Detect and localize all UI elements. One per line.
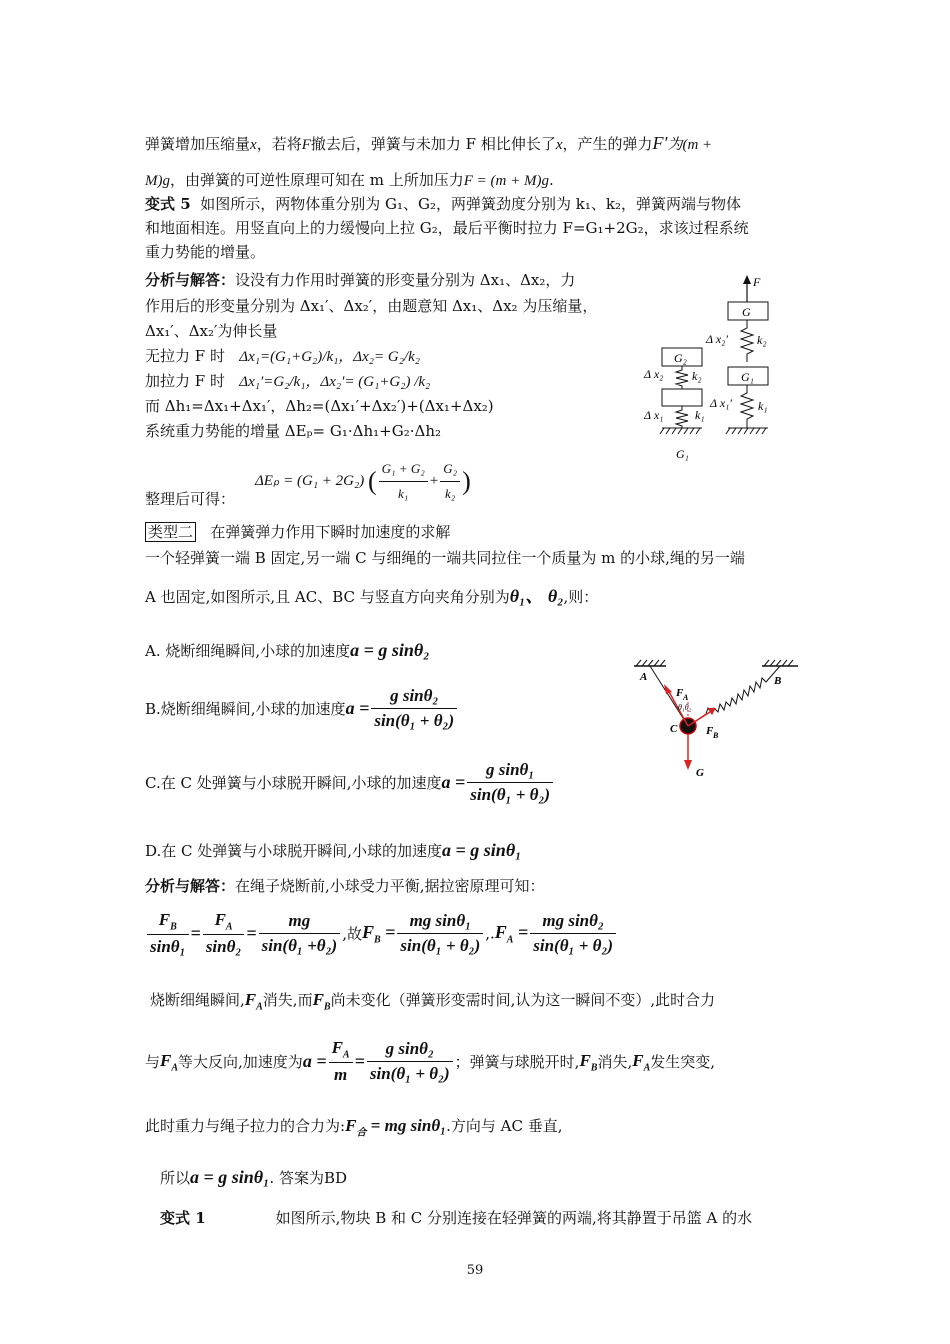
analysis-line: 无拉力 F 时 Δx₁=(G₁+G₂)/k₁，Δx₂= G₂/k₂: [145, 347, 420, 365]
analysis-line: 分析与解答：设没有力作用时弹簧的形变量分别为 Δx₁、Δx₂，力: [145, 271, 576, 289]
solution-answer: 所以a = g sinθ₁. 答案为BD: [160, 1167, 348, 1187]
ball-diagram: [628, 652, 808, 782]
label-FB: F: [706, 725, 714, 737]
label-k1-right: k₁: [758, 399, 768, 413]
label-A: A: [640, 671, 648, 683]
label-k2-right: k₂: [757, 333, 767, 347]
label-FA: F: [676, 687, 684, 699]
analysis-line: Δx₁′、Δx₂′为伸长量: [145, 322, 278, 340]
label-G1-bottom: G₁: [676, 447, 689, 461]
solution-line: 此时重力与绳子拉力的合力为$:F_合$ = mg sinθ₁.方向与 AC 垂直,: [145, 1116, 563, 1139]
label-FA-sub: A: [683, 693, 689, 702]
text-line: M)g，由弹簧的可逆性原理可知在 m 上所加压力F = (m + M)g.: [145, 171, 554, 189]
analysis-line: 加拉力 F 时 Δx₁′=G₂/k₁，Δx₂′= (G₁+G₂) /k₂: [145, 372, 431, 390]
variant5-line3: 重力势能的增量。: [145, 243, 266, 261]
label-dx2: Δ x₂: [644, 367, 664, 381]
label-C: C: [670, 723, 678, 735]
text-line: 弹簧增加压缩量x，若将F撤去后，弹簧与未加力 F 相比伸长了x，产生的弹力F′为(m +: [145, 133, 713, 153]
option-a: A. 烧断细绳瞬间,小球的加速度a = g sinθ₂: [145, 640, 430, 660]
label-dx2p: Δ x₂′: [706, 332, 728, 346]
variant5-line2: 和地面相连。用竖直向上的力缓慢向上拉 G₂，最后平衡时拉力 F=G₁+2G₂，求该过程系统: [145, 219, 749, 237]
solution-line: 与$F_A$等大反向,加速度为a = $\frac{F_A}{m}$ = $\frac{\text{g sinθ₂}}{\text{sin(θ₁ + θ₂)}}$ ；弹簧与球脱开时$,F_B$消失$,F_A$发生突变,: [145, 1038, 716, 1085]
variant5-line1: 变式 5 如图所示，两物体重分别为 G₁、G₂，两弹簧劲度分别为 k₁、k₂，弹簧两端与物体: [145, 195, 741, 213]
analysis-line: 系统重力势能的增量 ΔEₚ= G₁·Δh₁+G₂·Δh₂: [145, 422, 441, 440]
variant1-line: 变式 1 如图所示,物块 B 和 C 分别连接在轻弹簧的两端,将其静置于吊篮 A 的水: [160, 1209, 753, 1227]
label-G: G: [696, 767, 704, 779]
analysis-line: 作用后的形变量分别为 Δx₁′、Δx₂′，由题意知 Δx₁、Δx₂ 为压缩量，: [145, 297, 598, 315]
lami-equation: $\frac{F_B}{\text{sinθ₁}}$ = $\frac{F_A}{\text{sinθ₂}}$ = $\frac{mg}{\text{sin(θ₁ +θ₂)}}$ ,故$F_B$ = $\frac{\text{mg sinθ₁}}{\text{sin(θ₁ + θ₂)}}$ $,.F_A$ = $\frac{\text{mg sinθ₂}}{\text{sin(θ₁ + θ₂)}}$: [145, 910, 618, 957]
label-G1: G₁: [741, 370, 754, 384]
option-c: C.在 C 处弹簧与小球脱开瞬间,小球的加速度a = $\frac{\text{g sinθ₁}}{\text{sin(θ₁ + θ₂)}}$: [145, 760, 555, 805]
label-F: F: [753, 275, 761, 289]
label-FB-sub: B: [713, 731, 719, 740]
page-number: 59: [466, 1263, 484, 1278]
type2-tag: 类型二: [145, 522, 196, 542]
label-angles: θ₁θ₂: [678, 703, 692, 712]
label-k1-left: k₁: [695, 408, 705, 422]
spring-diagram: [640, 272, 800, 467]
label-dx1p: Δ x₁′: [710, 396, 732, 410]
label-G2: G₂: [674, 351, 687, 365]
solution-line: 烧断细绳瞬间$,F_A$消失,而$F_B$尚未变化（弹簧形变需时间,认为这一瞬间不变）,此时合力: [150, 990, 716, 1013]
option-d: D.在 C 处弹簧与小球脱开瞬间,小球的加速度a = g sinθ₁: [145, 840, 522, 860]
label-dx1: Δ x₁: [644, 408, 664, 422]
type2-heading: 类型二 在弹簧弹力作用下瞬时加速度的求解: [145, 522, 450, 542]
question-line: A 也固定,如图所示,且 AC、BC 与竖直方向夹角分别为θ₁、 θ₂,则：: [145, 586, 599, 606]
label-B: B: [774, 675, 782, 687]
label-G: G: [742, 305, 751, 319]
analysis-line: 而 Δh₁=Δx₁+Δx₁′，Δh₂=(Δx₁′+Δx₂′)+(Δx₁+Δx₂): [145, 397, 494, 415]
option-b: B.烧断细绳瞬间,小球的加速度a = $\frac{\text{g sinθ₂}}{\text{sin(θ₁ + θ₂)}}$: [145, 686, 459, 731]
solution-intro: 分析与解答：在绳子烧断前,小球受力平衡,据拉密原理可知：: [145, 877, 545, 895]
question-line: 一个轻弹簧一端 B 固定,另一端 C 与细绳的一端共同拉住一个质量为 m 的小球,绳的另一端: [145, 549, 745, 567]
label-k2-left: k₂: [692, 369, 702, 383]
